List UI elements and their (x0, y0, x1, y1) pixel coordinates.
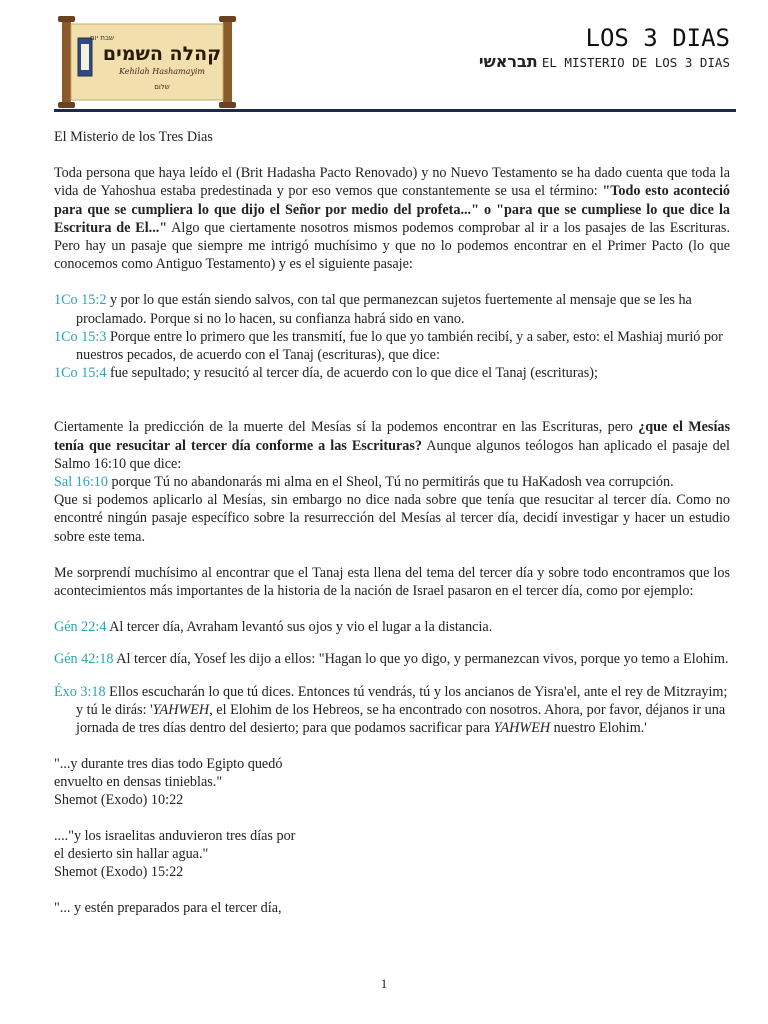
verse-text-a: Ellos escucharán lo que tú dices. Entonces tú vendrás, tú y los ancianos de Yisra'el, ante el rey de Mitzrayim; y tú le dirás: ' (76, 683, 728, 718)
kehilah-logo-icon (54, 16, 240, 108)
verse-text: fue sepultado; y resucitó al tercer día, de acuerdo con lo que dice el Tanaj (escrituras); (106, 365, 598, 382)
verse-1co-15-4 (54, 364, 730, 382)
p1-text-b: Algo que ciertamente nosotros mismos podemos comprobar al ir a los pasajes de las Escrituras. Pero hay un pasaje que siempre me intrigó muchísimo y que no lo podemos encontrar en el Primer Pacto (lo que conocemos como Antiguo Testamento) y es el siguiente pasaje: (54, 219, 730, 273)
page-header (54, 14, 736, 112)
paragraph-prediction (54, 418, 730, 473)
paragraph-no-passage: Que si podemos aplicarlo al Mesías, sin embargo no dice nada sobre que tenía que resucitar al tercer día. Como no encontré ningún pasaje específico sobre la resurrección del Mesías al tercer día, decidí investigar y hacer un estudio sobre este tema. (54, 492, 730, 545)
quote-citation: Shemot (Exodo) 10:22 (54, 792, 184, 809)
subtitle-hebrew: תבראשי (478, 52, 538, 71)
verse-gen-22-4 (54, 618, 730, 636)
yahweh-name: YAHWEH (493, 720, 551, 737)
verse-text: Porque entre lo primero que les transmití, fue lo que yo también recibí, y a saber, esto: el Mashiaj murió por nuestros pecados, de acuerdo con el Tanaj (escrituras), que dice: (76, 328, 723, 364)
quote-line: ...."y los israelitas anduvieron tres días por (54, 828, 296, 845)
header-rule (54, 109, 736, 112)
verse-text-c: nuestro Elohim.' (550, 720, 647, 737)
paragraph-surprise: Me sorprendí muchísimo al encontrar que el Tanaj esta llena del tema del tercer día y sobre todo encontramos que los acontecimientos más importantes de la historia de la nación de Israel pasaron en el tercer día, como por ejemplo: (54, 564, 730, 600)
p1-text-a: Toda persona que haya leído el (Brit Hadasha Pacto Renovado) y no Nuevo Testamento se ha dado cuenta que toda la vida de Yahoshua estaba predestinada y por eso vemos que constantemente se usa el término: (54, 165, 730, 200)
logo-small: שבת יום (90, 34, 114, 42)
quote-line: "... y estén preparados para el tercer día, (54, 900, 282, 917)
yahweh-name: YAHWEH (152, 701, 210, 718)
verse-text: y por lo que están siendo salvos, con tal que permanezcan sujetos fuertemente al mensaje que se les ha proclamado. Porque si no lo hacen, su confianza habrá sido en vano. (76, 292, 692, 327)
document-title: LOS 3 DIAS (585, 24, 730, 52)
verse-ref-link[interactable]: Gén 22:4 (54, 619, 107, 636)
verse-1co-15-3 (54, 328, 730, 364)
paragraph-intro (54, 164, 730, 273)
quote-citation: Shemot (Exodo) 15:22 (54, 864, 184, 881)
verse-ref-link[interactable]: Gén 42:18 (54, 651, 114, 668)
verse-text: porque Tú no abandonarás mi alma en el Sheol, Tú no permitirás que tu HaKadosh vea corrupción. (108, 474, 674, 491)
verse-exo-3-18 (54, 683, 730, 738)
verse-text-b: , el Elohim de los Hebreos, se ha encontrado con nosotros. Ahora, por favor, déjanos ir una jornada de tres días dentro del desierto; para que podamos sacrificar para (76, 701, 726, 737)
verse-ref-link[interactable]: 1Co 15:3 (54, 328, 107, 345)
page-number: 1 (380, 976, 388, 991)
p2-text-a: Ciertamente la predicción de la muerte del Mesías sí la podemos encontrar en las Escrituras, pero (54, 419, 639, 436)
verse-ref-link[interactable]: 1Co 15:4 (54, 365, 107, 382)
p2-bold: ¿que el Mesías tenía que resucitar al tercer día conforme a las Escrituras? (54, 419, 730, 454)
quote-line: "...y durante tres dias todo Egipto quedó (54, 756, 283, 773)
verse-ref-link[interactable]: 1Co 15:2 (54, 292, 107, 309)
p1-bold: "Todo esto aconteció para que se cumpliera lo que dijo el Señor por medio del profeta..." o "para que se cumpliese lo que dice la Escritura de El..." (54, 183, 730, 236)
subtitle-text: EL MISTERIO DE LOS 3 DIAS (541, 55, 730, 70)
verse-1co-15-2 (54, 291, 730, 327)
quote-line: envuelto en densas tinieblas." (54, 774, 223, 791)
section-heading: El Misterio de los Tres Dias (54, 129, 213, 145)
verse-gen-42-18 (54, 650, 730, 668)
logo-hebrew: קהלה השמים (102, 43, 222, 65)
verse-text: Al tercer día, Yosef les dijo a ellos: "Hagan lo que yo digo, y permanezcan vivos, porque yo temo a Elohim. (113, 651, 729, 668)
logo-latin: Kehilah Hashamayim (118, 67, 206, 76)
verse-ref-link[interactable]: Éxo 3:18 (54, 683, 106, 700)
logo-bottom: שלום (154, 83, 170, 91)
verse-ref-link[interactable]: Sal 16:10 (54, 474, 108, 491)
quote-exodo-15-22 (54, 827, 730, 881)
quote-exodo-10-22 (54, 755, 730, 809)
p2-text-b: Aunque algunos teólogos han aplicado el pasaje del Salmo 16:10 que dice: (54, 437, 730, 472)
document-subtitle (479, 52, 730, 71)
verse-sal-16-10 (54, 473, 730, 491)
document-body (54, 128, 730, 917)
quote-third-day (54, 899, 730, 917)
verse-text: Al tercer día, Avraham levantó sus ojos y vio el lugar a la distancia. (106, 619, 493, 636)
quote-line: el desierto sin hallar agua." (54, 846, 209, 863)
